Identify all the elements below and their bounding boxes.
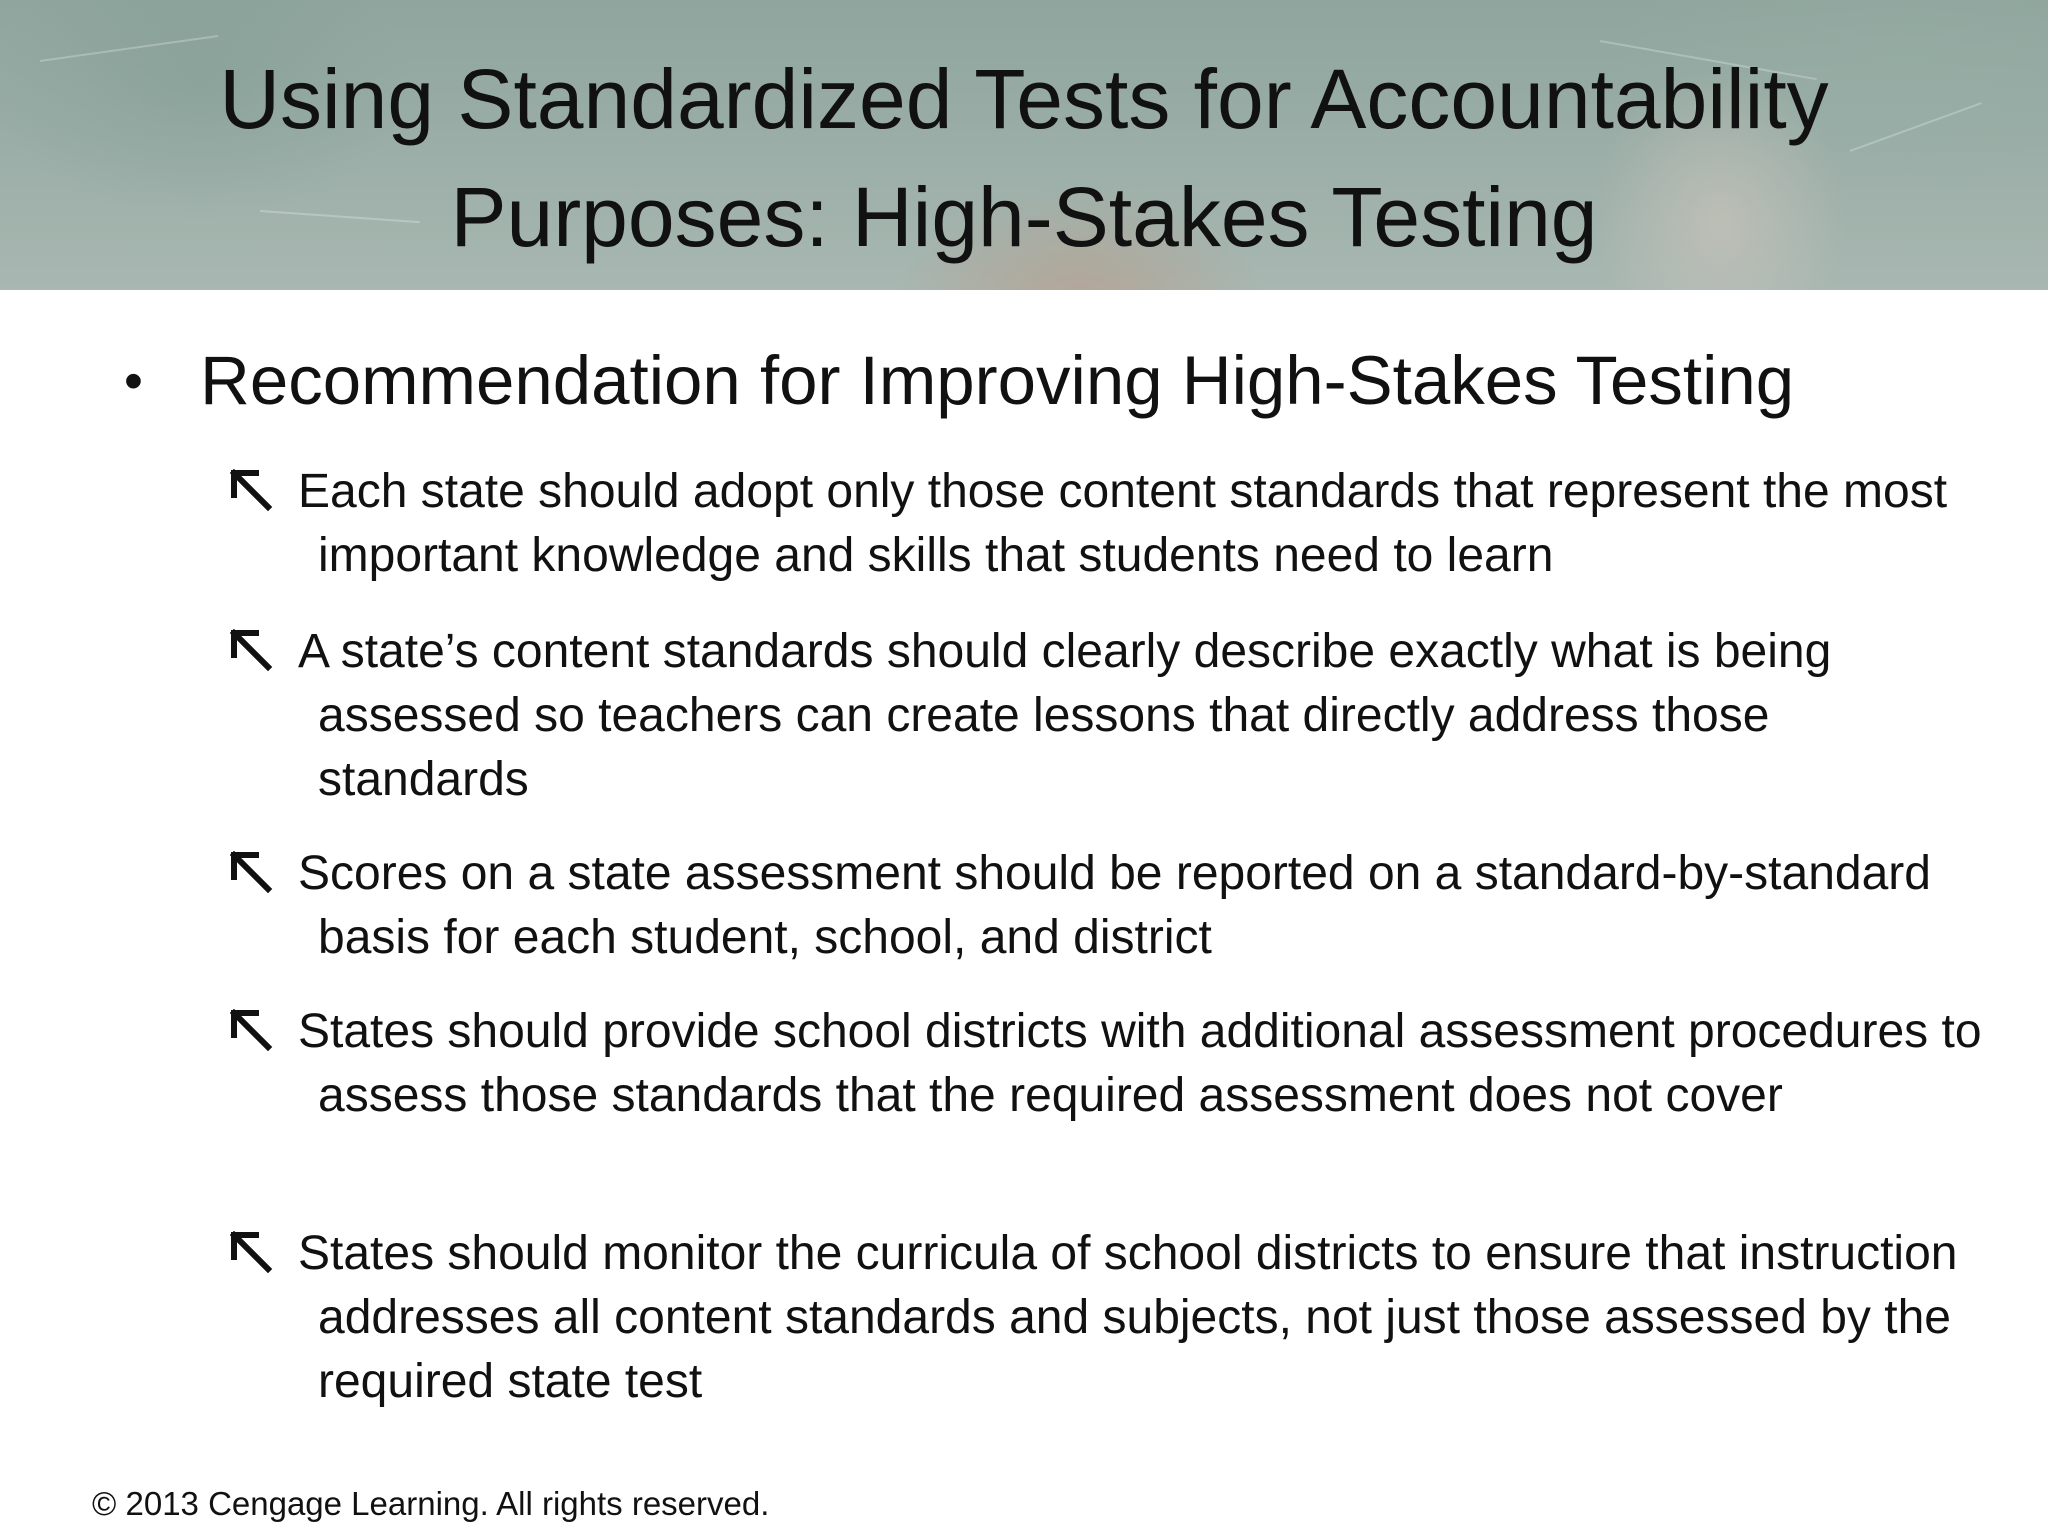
northwest-arrow-icon <box>230 1009 274 1053</box>
main-bullet <box>124 336 1984 426</box>
recommendation-item <box>230 1222 1990 1414</box>
bullet-dot: • <box>124 351 143 411</box>
recommendation-text: A state’s content standards should clearly describe exactly what is being assessed so teachers can create lessons that directly address those standards <box>298 625 1832 806</box>
northwest-arrow-icon <box>230 469 274 513</box>
recommendation-text: States should provide school districts with additional assessment procedures to assess those standards that the required assessment does not cover <box>298 1005 1982 1122</box>
copyright-footer: © 2013 Cengage Learning. All rights reserved. <box>92 1485 770 1522</box>
northwest-arrow-icon <box>230 629 274 673</box>
recommendation-item <box>230 620 1990 812</box>
recommendation-text: Scores on a state assessment should be reported on a standard-by-standard basis for each student, school, and district <box>298 847 1931 964</box>
main-bullet-text: Recommendation for Improving High-Stakes Testing <box>200 342 1795 419</box>
recommendation-item <box>230 842 1990 970</box>
northwest-arrow-icon <box>230 851 274 895</box>
northwest-arrow-icon <box>230 1231 274 1275</box>
recommendation-text: Each state should adopt only those content standards that represent the most important knowledge and skills that students need to learn <box>298 465 1948 582</box>
recommendation-text: States should monitor the curricula of school districts to ensure that instruction addresses all content standards and subjects, not just those assessed by the required state test <box>298 1227 1958 1408</box>
recommendation-item <box>230 460 1990 588</box>
recommendation-item <box>230 1000 1990 1128</box>
header-background-image <box>0 0 2048 290</box>
slide-title <box>60 40 1988 276</box>
title-line-2: Purposes: High-Stakes Testing <box>450 170 1598 264</box>
title-line-1: Using Standardized Tests for Accountability <box>219 52 1829 146</box>
